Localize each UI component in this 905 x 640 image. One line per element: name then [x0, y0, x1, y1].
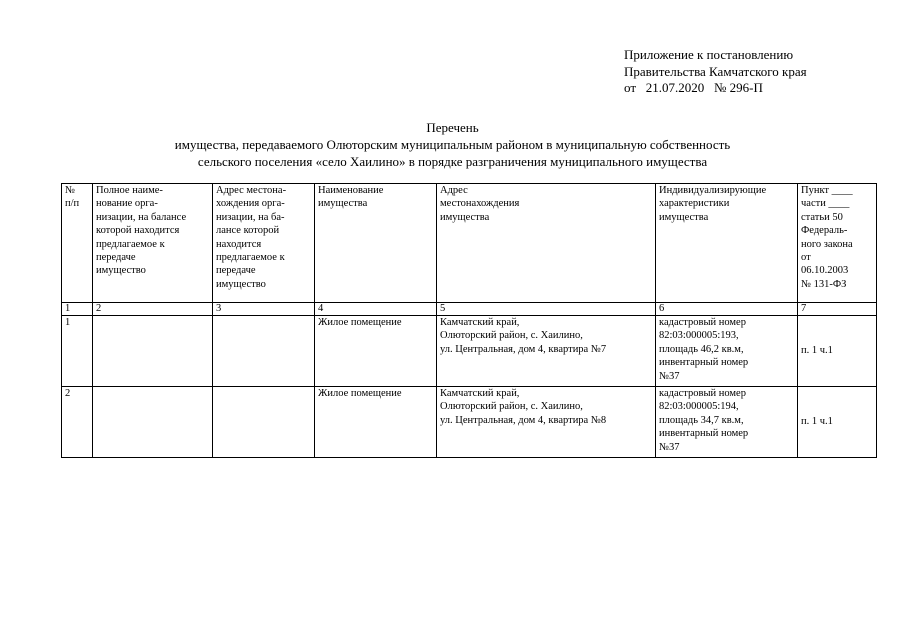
row-property-name: Жилое помещение	[315, 316, 437, 387]
table-row	[62, 316, 877, 387]
row-organization	[93, 387, 213, 458]
column-number: 7	[798, 303, 877, 316]
table-row	[62, 387, 877, 458]
row-characteristics: кадастровый номер 82:03:000005:194, площадь 34,7 кв.м, инвентарный номер №37	[656, 387, 798, 458]
document-title: Перечень	[426, 120, 479, 135]
row-property-address: Камчатский край, Олюторский район, с. Хаилино, ул. Центральная, дом 4, квартира №8	[437, 387, 656, 458]
column-number: 3	[213, 303, 315, 316]
document-heading	[60, 119, 845, 170]
heading-line-3: сельского поселения «село Хаилино» в порядке разграничения муниципального имущества	[197, 154, 708, 169]
header-cell-law-clause: Пункт ____ части ____ статьи 50 Федераль- ного закона от 06.10.2003 № 131-ФЗ	[798, 184, 877, 303]
appendix-line-3: от 21.07.2020 № 296-П	[624, 80, 763, 95]
appendix-block	[624, 47, 807, 97]
header-cell-characteristics: Индивидуализирующие характеристики имущества	[656, 184, 798, 303]
row-number: 1	[62, 316, 93, 387]
property-table	[61, 183, 877, 458]
header-cell-organization-address: Адрес местона- хождения орга- низации, на ба- лансе которой находится предлагаемое к передаче имущество	[213, 184, 315, 303]
row-property-name: Жилое помещение	[315, 387, 437, 458]
header-cell-organization: Полное наиме- нование орга- низации, на балансе которой находится предлагаемое к передаче имущество	[93, 184, 213, 303]
column-number: 2	[93, 303, 213, 316]
heading-line-2: имущества, передаваемого Олюторским муниципальным районом в муниципальную собственность	[174, 137, 731, 152]
table-header-row	[62, 184, 877, 303]
header-cell-property-name: Наименование имущества	[315, 184, 437, 303]
appendix-line-1: Приложение к постановлению	[624, 47, 794, 62]
header-cell-number: № п/п	[62, 184, 93, 303]
row-organization	[93, 316, 213, 387]
row-characteristics: кадастровый номер 82:03:000005:193, площадь 46,2 кв.м, инвентарный номер №37	[656, 316, 798, 387]
row-organization-address	[213, 316, 315, 387]
column-number: 4	[315, 303, 437, 316]
row-property-address: Камчатский край, Олюторский район, с. Хаилино, ул. Центральная, дом 4, квартира №7	[437, 316, 656, 387]
row-organization-address	[213, 387, 315, 458]
header-cell-property-address: Адрес местонахождения имущества	[437, 184, 656, 303]
row-law-clause: п. 1 ч.1	[798, 316, 877, 387]
column-number: 6	[656, 303, 798, 316]
appendix-line-2: Правительства Камчатского края	[624, 63, 807, 79]
row-number: 2	[62, 387, 93, 458]
row-law-clause: п. 1 ч.1	[798, 387, 877, 458]
column-number: 1	[62, 303, 93, 316]
column-number-row	[62, 303, 877, 316]
column-number: 5	[437, 303, 656, 316]
